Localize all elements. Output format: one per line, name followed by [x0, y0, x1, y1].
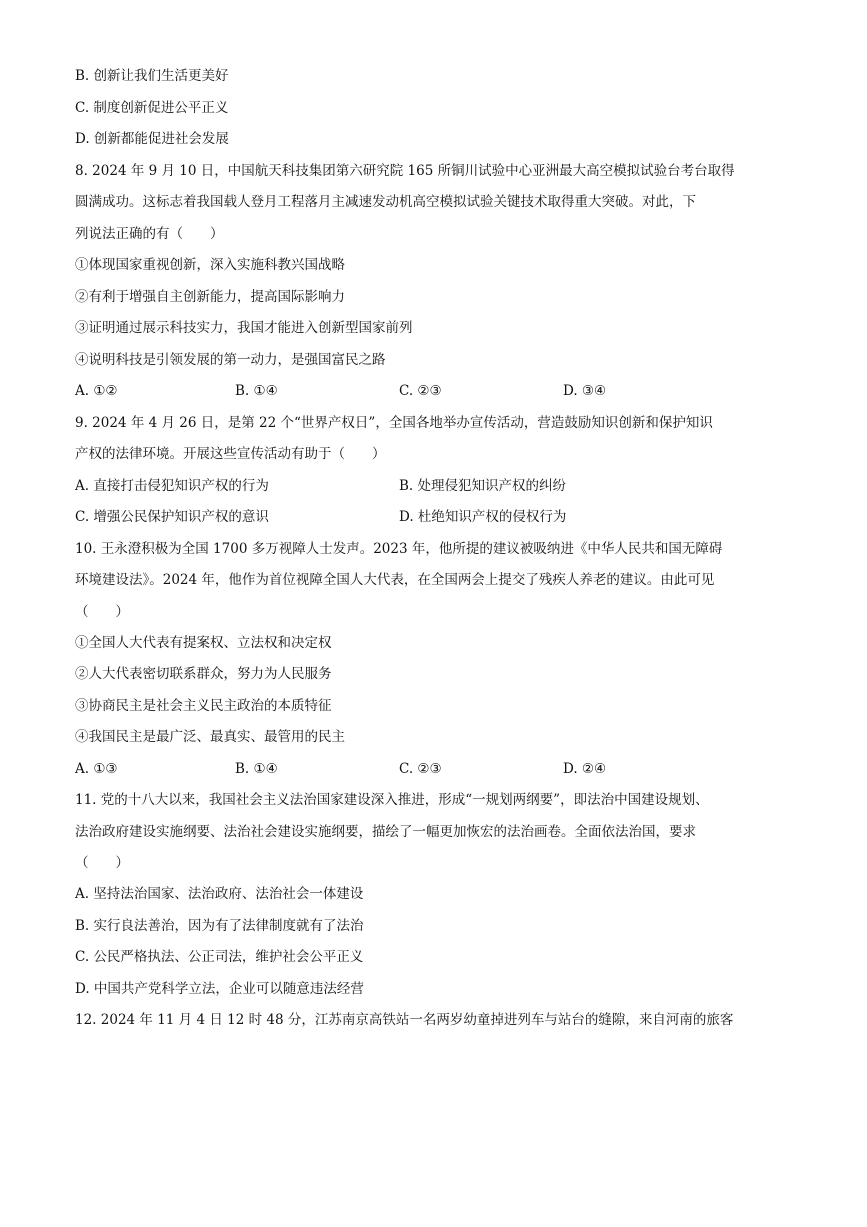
- q10-statement-4: ④我国民主是最广泛、最真实、最管用的民主: [75, 729, 345, 745]
- q10-stem-line-3: （ ）: [75, 604, 129, 620]
- q12-stem-line-1: 12. 2024 年 11 月 4 日 12 时 48 分，江苏南京高铁站一名两岁幼童掉进列车与站台的缝隙，来自河南的旅客: [75, 1012, 734, 1028]
- prev-option-b: B. 创新让我们生活更美好: [75, 68, 229, 84]
- q8-statement-4: ④说明科技是引领发展的第一动力，是强国富民之路: [75, 352, 386, 368]
- q10-option-a: A. ①③: [75, 761, 118, 777]
- q9-option-b: B. 处理侵犯知识产权的纠纷: [399, 478, 567, 494]
- q10-statement-3: ③协商民主是社会主义民主政治的本质特征: [75, 698, 332, 714]
- q8-option-c: C. ②③: [399, 383, 442, 399]
- q8-statement-1: ①体现国家重视创新，深入实施科教兴国战略: [75, 257, 345, 273]
- q10-stem-line-1: 10. 王永澄积极为全国 1700 多万视障人士发声。2023 年，他所提的建议被吸纳进《中华人民共和国无障碍: [75, 541, 723, 557]
- q10-option-d: D. ②④: [563, 761, 607, 777]
- q9-option-d: D. 杜绝知识产权的侵权行为: [399, 509, 567, 525]
- q8-option-b: B. ①④: [235, 383, 278, 399]
- q8-stem-line-3: 列说法正确的有（ ）: [75, 226, 224, 242]
- q8-statement-2: ②有利于增强自主创新能力，提高国际影响力: [75, 289, 345, 305]
- q9-stem-line-2: 产权的法律环境。开展这些宣传活动有助于（ ）: [75, 446, 386, 462]
- q10-stem-line-2: 环境建设法》。2024 年，他作为首位视障全国人大代表，在全国两会上提交了残疾人养老的建议。由此可见: [75, 572, 715, 588]
- q8-options: [75, 381, 715, 401]
- q11-option-c: C. 公民严格执法、公正司法，维护社会公平正义: [75, 949, 364, 965]
- q9-option-a: A. 直接打击侵犯知识产权的行为: [75, 478, 269, 494]
- q10-statement-1: ①全国人大代表有提案权、立法权和决定权: [75, 635, 332, 651]
- q10-option-b: B. ①④: [235, 761, 278, 777]
- q9-options-row-2: [75, 507, 715, 527]
- prev-option-d: D. 创新都能促进社会发展: [75, 131, 229, 147]
- q8-stem-line-1: 8. 2024 年 9 月 10 日，中国航天科技集团第六研究院 165 所铜川试验中心亚洲最大高空模拟试验台考台取得: [75, 163, 735, 179]
- q10-options: [75, 759, 715, 779]
- q11-option-a: A. 坚持法治国家、法治政府、法治社会一体建设: [75, 886, 364, 902]
- q8-stem-line-2: 圆满成功。这标志着我国载人登月工程落月主减速发动机高空模拟试验关键技术取得重大突破。对此，下: [75, 194, 696, 210]
- q11-option-d: D. 中国共产党科学立法，企业可以随意违法经营: [75, 981, 364, 997]
- prev-option-c: C. 制度创新促进公平正义: [75, 100, 229, 116]
- q9-option-c: C. 增强公民保护知识产权的意识: [75, 509, 269, 525]
- q11-stem-line-2: 法治政府建设实施纲要、法治社会建设实施纲要，描绘了一幅更加恢宏的法治画卷。全面依法治国，要求: [75, 824, 696, 840]
- q11-stem-line-3: （ ）: [75, 855, 129, 871]
- q11-stem-line-1: 11. 党的十八大以来，我国社会主义法治国家建设深入推进，形成“一规划两纲要”，即法治中国建设规划、: [75, 792, 709, 808]
- q10-statement-2: ②人大代表密切联系群众，努力为人民服务: [75, 666, 332, 682]
- q8-option-a: A. ①②: [75, 383, 118, 399]
- q9-options-row-1: [75, 476, 715, 496]
- q8-statement-3: ③证明通过展示科技实力，我国才能进入创新型国家前列: [75, 320, 413, 336]
- q10-option-c: C. ②③: [399, 761, 442, 777]
- q8-option-d: D. ③④: [563, 383, 607, 399]
- q11-option-b: B. 实行良法善治，因为有了法律制度就有了法治: [75, 918, 364, 934]
- q9-stem-line-1: 9. 2024 年 4 月 26 日，是第 22 个“世界产权日”，全国各地举办宣传活动，营造鼓励知识创新和保护知识: [75, 415, 713, 431]
